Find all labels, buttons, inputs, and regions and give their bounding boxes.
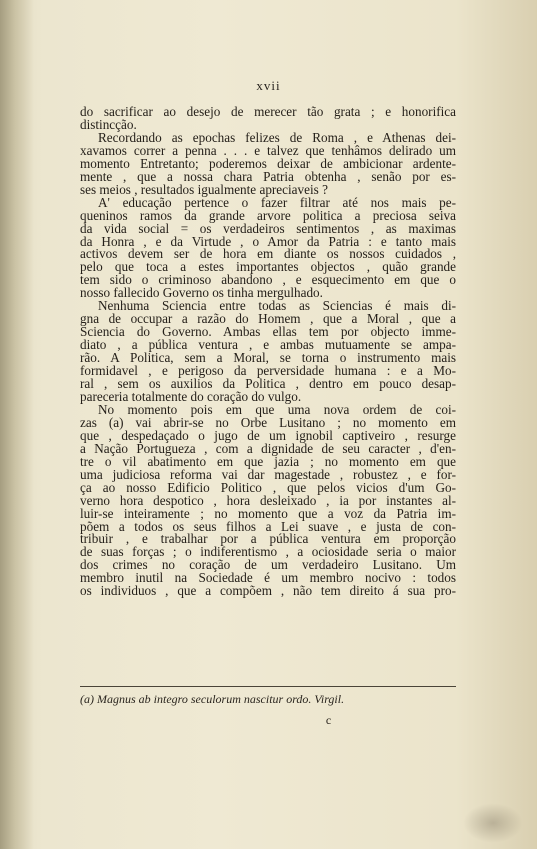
text-line: distincção.	[80, 116, 137, 132]
text-line: tem sido o criminoso abandono , e esquecimento em que o	[80, 272, 456, 288]
text-line: gna de occupar a razão do Homem , que a Moral , que a	[80, 311, 456, 327]
text-line: ses meios , resultados igualmente apreciaveis ?	[80, 181, 328, 197]
text-line: No momento pois em que uma nova ordem de coi-	[98, 401, 456, 417]
text-line: Sciencia do Governo. Ambas ellas tem por objecto imme-	[80, 324, 456, 340]
text-line: tribuir , e trabalhar por a pública ventura em proporção	[80, 531, 456, 547]
text-line: A' educação pertence o fazer filtrar até nos mais pe-	[98, 194, 456, 210]
page-number: xvii	[256, 78, 281, 93]
footnote-rule	[80, 686, 456, 687]
text-line: que , despedaçado o jugo de um ignobil captiveiro , resurge	[80, 427, 456, 443]
signature-mark: c	[325, 713, 332, 727]
text-line: verno hora despotico , hora desleixado , ia por instantes al-	[80, 492, 456, 508]
footnote: (a) Magnus ab integro seculorum nascitur ordo. Virgil.	[80, 692, 345, 706]
text-line: nosso fallecido Governo os tinha mergulhado.	[80, 285, 323, 301]
text-line: mente , que a nossa chara Patria obtenha , senão por es-	[80, 168, 456, 184]
text-line: rão. A Politica, sem a Moral, se torna o instrumento mais	[80, 350, 456, 366]
text-line: dos crimes no coração de um verdadeiro Lusitano. Um	[80, 557, 456, 573]
text-line: põem a todos os seus filhos a Lei suave , e justa de con-	[80, 518, 456, 534]
paper-stain	[463, 803, 523, 843]
text-line: queninos ramos da grande arvore politica a preciosa seiva	[80, 207, 456, 223]
text-line: momento Entretanto; poderemos deixar de ambicionar ardente-	[80, 155, 456, 171]
body-text	[80, 106, 456, 598]
text-line: Recordando as epochas felizes de Roma , e Athenas dei-	[98, 129, 456, 145]
text-line: pareceria totalmente do coração do vulgo.	[80, 388, 302, 404]
text-line: da Honra , e da Virtude , o Amor da Patria : e tanto mais	[80, 233, 456, 249]
text-line: do sacrificar ao desejo de merecer tão grata ; e honorifica	[80, 104, 456, 119]
text-line: luir-se inteiramente ; no momento que a voz da Patria im-	[80, 505, 456, 521]
text-line: pelo que toca a estes importantes objectos , quão grande	[80, 259, 456, 275]
text-line: activos devem ser de hora em diante os nossos cuidados ,	[80, 246, 456, 262]
text-line: ral , sem os auxilios da Politica , dentro em pouco desap-	[80, 376, 456, 392]
text-line: de suas forças ; o indiferentismo , a ociosidade seria o maior	[80, 544, 456, 560]
text-line: os individuos , que a compõem , não tem direito á sua pro-	[80, 583, 456, 599]
text-line: membro inutil na Sociedade é um membro nocivo : todos	[80, 570, 456, 586]
text-line: uma judiciosa reforma vai dar magestade , robustez , e for-	[80, 466, 456, 482]
text-line: ça ao nosso Edificio Politico , que pelos vicios d'um Go-	[80, 479, 456, 495]
text-line: Nenhuma Sciencia entre todas as Sciencias é mais di-	[98, 298, 456, 314]
text-line: xavamos correr a penna . . . e talvez que tenhâmos delirado um	[80, 142, 456, 158]
text-line: diato , a pública ventura , e ambas mutuamente se ampa-	[80, 337, 456, 353]
text-line: tre o vil abatimento em que jazia ; no momento em que	[80, 453, 456, 469]
text-line: formidavel , e perigoso da perversidade humana : e a Mo-	[80, 363, 456, 379]
text-line: a Nação Portugueza , com a dignidade de seu caracter , d'en-	[80, 440, 456, 456]
text-line: da vida social = os verdadeiros sentimentos , as maximas	[80, 220, 456, 236]
text-line: zas (a) vai abrir-se no Orbe Lusitano ; no momento em	[80, 414, 456, 430]
